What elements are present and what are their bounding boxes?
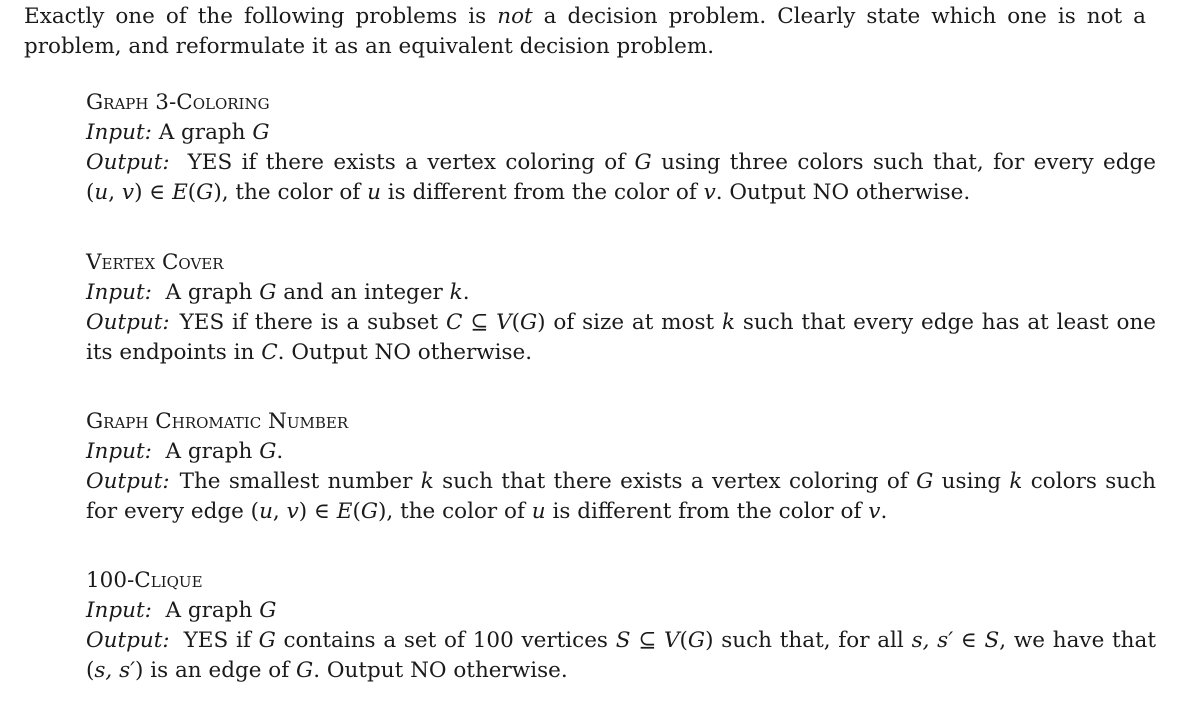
problem-input-100-clique: Input: A graph G — [86, 598, 277, 623]
problem-output-line-2-graph-chromatic-number: for every edge (u, v) ∈ E(G), the color of u is different from the color of v. — [86, 499, 888, 524]
problem-input-graph-3-coloring: Input: A graph G — [86, 120, 270, 145]
problem-title-graph-3-coloring: Graph 3-Coloring — [86, 90, 270, 115]
problem-output-line-2-100-clique: (s, s′) is an edge of G. Output NO otherwise. — [86, 658, 568, 683]
problem-output-line-2-vertex-cover: its endpoints in C. Output NO otherwise. — [86, 340, 533, 365]
problem-output-line-1-100-clique: Output: YES if G contains a set of 100 vertices S ⊆ V(G) such that, for all s, s′ ∈ S, we have that — [86, 628, 1156, 653]
problem-title-graph-chromatic-number: Graph Chromatic Number — [86, 409, 349, 434]
emphasis-not: not — [497, 4, 533, 29]
problem-output-line-1-vertex-cover: Output: YES if there is a subset C ⊆ V(G) of size at most k such that every edge has at least one — [86, 310, 1156, 335]
problem-output-line-1-graph-3-coloring: Output: YES if there exists a vertex coloring of G using three colors such that, for every edge — [86, 150, 1156, 175]
problem-input-graph-chromatic-number: Input: A graph G. — [86, 439, 284, 464]
intro-line-2: problem, and reformulate it as an equivalent decision problem. — [24, 34, 715, 59]
problem-input-vertex-cover: Input: A graph G and an integer k. — [86, 280, 470, 305]
problem-output-line-2-graph-3-coloring: (u, v) ∈ E(G), the color of u is different from the color of v. Output NO otherwise. — [86, 180, 971, 205]
intro-line-1: Exactly one of the following problems is not a decision problem. Clearly state which one is not a — [24, 4, 1146, 29]
problem-title-100-clique: 100-Clique — [86, 568, 203, 593]
problem-title-vertex-cover: Vertex Cover — [86, 250, 224, 275]
problem-output-line-1-graph-chromatic-number: Output: The smallest number k such that there exists a vertex coloring of G using k colors such — [86, 469, 1156, 494]
